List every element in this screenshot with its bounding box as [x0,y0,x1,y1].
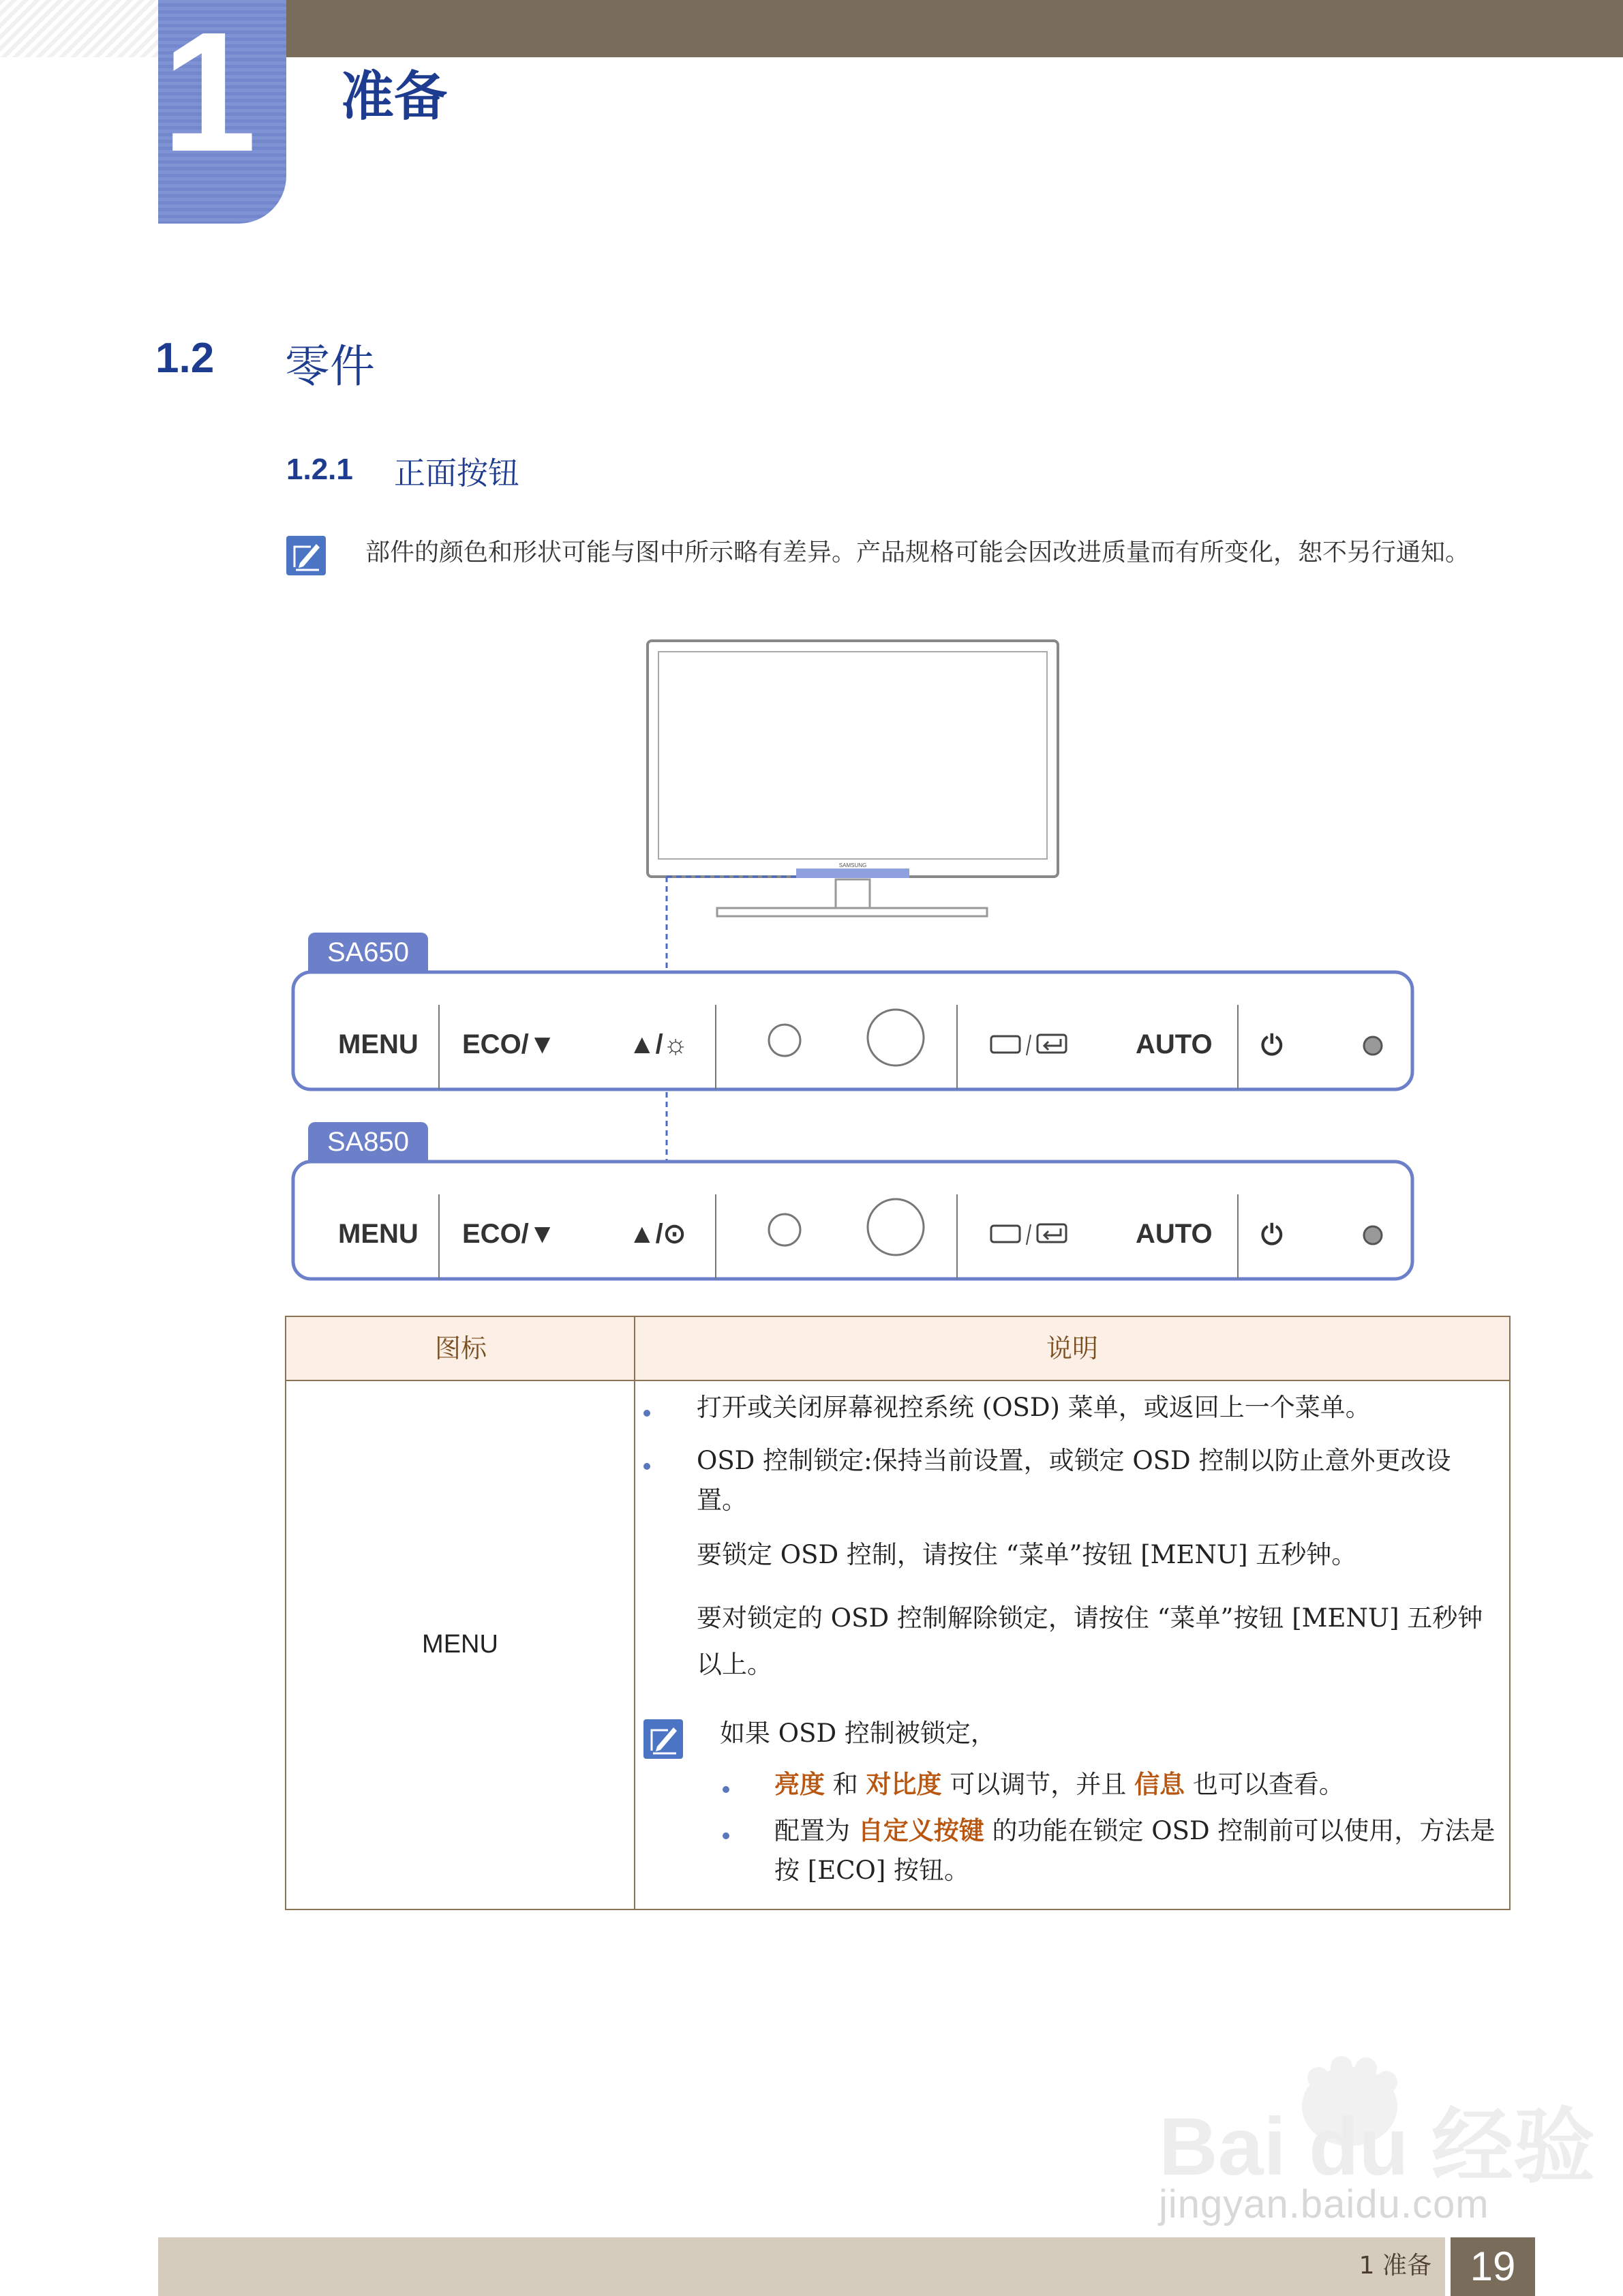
text-pre: 配置为 [774,1816,850,1845]
model-tab-sa850: SA850 [308,1122,428,1162]
text-mid: 可以调节，并且 [950,1770,1127,1799]
footer-chapter-label: 1 准备 [1359,2252,1431,2280]
page-number: 19 [1451,2237,1535,2296]
desc-bullet-1: 打开或关闭屏幕视控系统 (OSD) 菜单，或返回上一个菜单。 [697,1393,1371,1422]
desc-para-lock: 要锁定 OSD 控制，请按住 “菜单”按钮 [MENU] 五秒钟。 [697,1540,1357,1569]
panel-sa850 [293,1162,1412,1279]
contrast-term: 对比度 [866,1769,942,1799]
section-number: 1.2 [155,335,215,382]
subsection-number: 1.2.1 [286,453,353,486]
section-title: 零件 [285,340,375,393]
note-lock-intro: 如果 OSD 控制被锁定， [720,1719,996,1748]
sa650-brightness-label: ▲/☼ [628,1029,688,1059]
button-name-cell [286,1380,634,1909]
bullet-dot [723,1786,729,1793]
sa650-auto-label: AUTO [1136,1029,1213,1059]
panel-sa650 [293,972,1412,1089]
custom-key-term: 自定义按键 [858,1815,984,1845]
sa650-eco-label: ECO/▼ [462,1029,556,1059]
bullet-dot [643,1410,650,1417]
sa850-magic-label: ▲/⊙ [628,1219,686,1249]
sa650-power-icon: ⏻ [1261,1031,1283,1061]
note-pencil-icon [643,1719,683,1759]
note-text: 部件的颜色和形状可能与图中所示略有差异。产品规格可能会因改进质量而有所变化，恕不另行通知。 [365,539,1470,567]
table-header-row [286,1317,1509,1381]
sa850-power-icon: ⏻ [1261,1220,1283,1250]
header-icon-column: 图标 [434,1333,487,1363]
button-name: MENU [422,1629,498,1659]
column-divider [634,1317,635,1909]
desc-bullet-2: OSD 控制锁定:保持当前设置，或锁定 OSD 控制以防止意外更改设置。 [697,1446,1451,1515]
watermark-url: jingyan.baidu.com [1159,2182,1489,2226]
note-sub-bullet-2 [774,1811,1504,1890]
model-tab-sa650: SA650 [308,933,428,972]
footer-bar [158,2237,1445,2296]
desc-para-unlock: 要对锁定的 OSD 控制解除锁定，请按住 “菜单”按钮 [MENU] 五秒钟以上。 [697,1603,1483,1679]
brightness-term: 亮度 [774,1769,825,1799]
button-description-table [285,1316,1511,1910]
chapter-number: 1 [162,0,257,187]
subsection-title: 正面按钮 [394,455,519,492]
sa650-menu-label: MENU [338,1029,419,1059]
text-post: 的功能在锁定 OSD 控制前可以使用，方法是按 [ECO] 按钮。 [774,1816,1496,1885]
sa850-menu-label: MENU [338,1219,419,1249]
bullet-dot [723,1832,729,1839]
chapter-title: 准备 [341,66,448,127]
info-term: 信息 [1134,1769,1185,1799]
watermark-logo-text: Bai du 经验 [1159,2101,1596,2192]
text-and: 和 [832,1770,858,1799]
sa850-eco-label: ECO/▼ [462,1219,556,1249]
bullet-dot [643,1463,650,1470]
monitor-illustration [648,641,1058,916]
text-end: 也可以查看。 [1192,1770,1344,1799]
sa850-auto-label: AUTO [1136,1219,1213,1249]
note-sub-bullet-1 [774,1764,1497,1804]
brand-label: SAMSUNG [838,862,867,868]
header-description-column: 说明 [1046,1333,1098,1363]
